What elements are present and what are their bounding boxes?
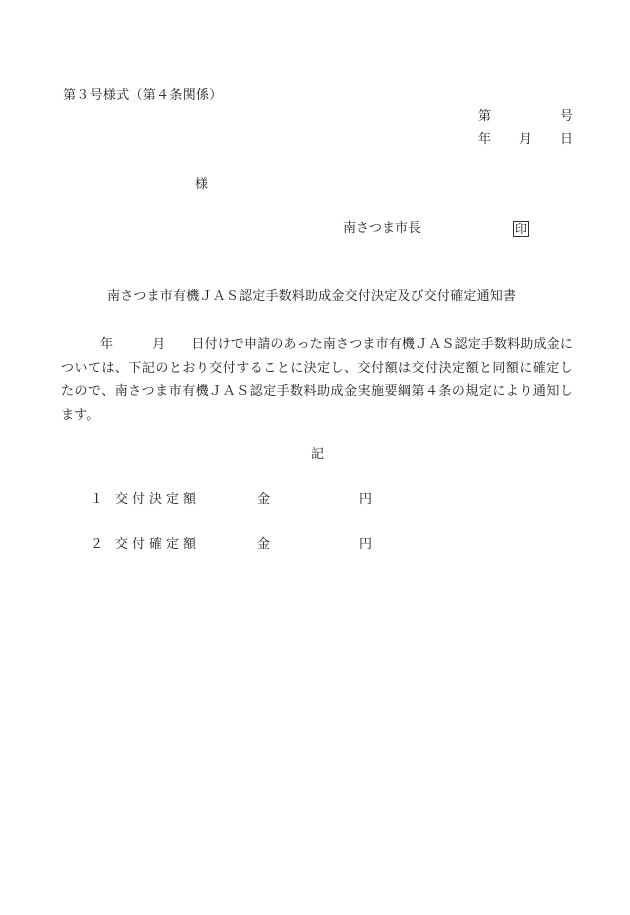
document-number-line [478, 110, 573, 123]
date-day: 日 [559, 132, 573, 147]
body-month: 月 [152, 337, 166, 352]
item-kin: 金 [257, 537, 271, 552]
body-paragraph [61, 333, 573, 427]
date-line [478, 133, 573, 146]
item-label: 交付決定額 [115, 492, 201, 507]
item-number: ２ [90, 537, 104, 552]
body-text: 日付けで申請のあった南さつま市有機ＪＡＳ認定手数料助成金については、下記のとおり交付することに決定し、交付額は交付決定額と同額に確定したので、南さつま市有機ＪＡＳ認定手数料助成金実施要綱第４条の規定により通知します。 [61, 337, 573, 423]
item-yen: 円 [359, 492, 373, 507]
item-row-confirmed-amount [90, 538, 372, 551]
item-yen: 円 [359, 537, 373, 552]
form-number: 第３号様式（第４条関係） [63, 88, 223, 103]
document-title: 南さつま市有機ＪＡＳ認定手数料助成金交付決定及び交付確定通知書 [107, 289, 517, 304]
sender-name: 南さつま市長 [343, 221, 422, 236]
ki-heading: 記 [311, 447, 325, 462]
body-year: 年 [100, 337, 114, 352]
item-kin: 金 [257, 492, 271, 507]
date-year: 年 [478, 132, 492, 147]
item-number: １ [90, 492, 104, 507]
addressee-suffix: 様 [195, 177, 209, 192]
date-month: 月 [518, 132, 532, 147]
number-suffix: 号 [559, 109, 573, 124]
item-row-decision-amount [90, 493, 372, 506]
number-prefix: 第 [478, 109, 492, 124]
seal-mark: 印 [514, 222, 527, 236]
item-label: 交付確定額 [115, 537, 201, 552]
